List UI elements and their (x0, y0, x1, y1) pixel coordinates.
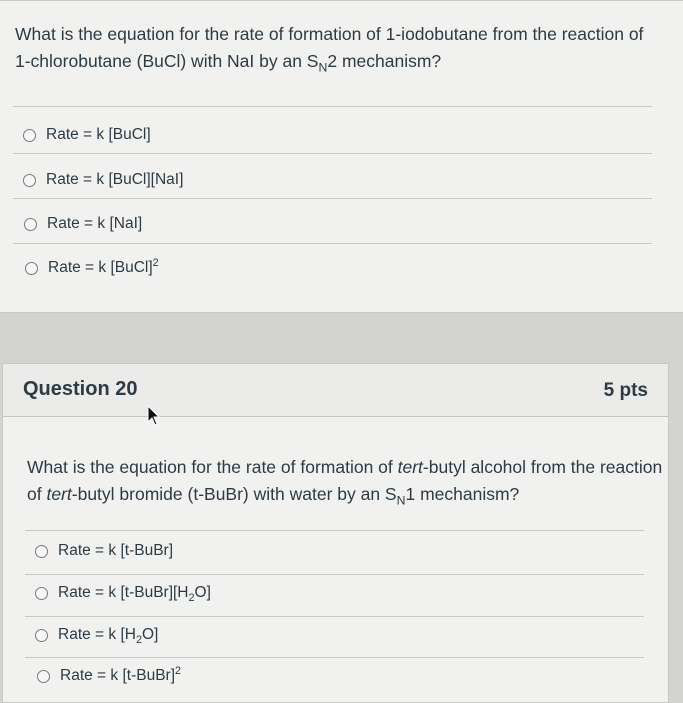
separator (25, 574, 644, 575)
answer-label: Rate = k $[t-BuBr][H_2O]$ (58, 584, 211, 605)
answer-label: Rate = k [BuCl]$^2$ (48, 256, 159, 276)
answer-option[interactable] (23, 171, 183, 189)
answer-label: Rate = k $[H_2O]$ (58, 626, 159, 647)
separator (25, 657, 644, 658)
separator (13, 106, 652, 107)
separator (25, 530, 644, 531)
answer-label: Rate = k [BuCl] (46, 126, 151, 143)
radio-button[interactable] (23, 174, 36, 187)
separator (25, 616, 644, 617)
answer-label: Rate = k [t-BuBr]$^2$ (60, 664, 182, 684)
question-20-text: What is the equation for the rate of formation of tert-butyl alcohol from the reaction of tert-butyl bromide (t-BuBr) with water by an $S_N1$ mechanism? (27, 457, 663, 508)
question-header (3, 364, 668, 417)
answer-option[interactable] (25, 256, 159, 277)
radio-button[interactable] (25, 262, 38, 275)
question-points: 5 pts (603, 380, 648, 401)
answer-option[interactable] (37, 664, 182, 685)
radio-button[interactable] (37, 670, 50, 683)
answer-option[interactable] (35, 584, 211, 605)
radio-button[interactable] (24, 218, 37, 231)
separator (13, 243, 652, 244)
question-19-text: What is the equation for the rate of formation of 1-iodobutane from the reaction of 1-chlorobutane (BuCl) with NaI by an $S_N2$ mechanism? (15, 24, 644, 75)
radio-button[interactable] (35, 587, 48, 600)
answer-option[interactable] (23, 126, 151, 144)
mouse-cursor-icon (147, 405, 161, 427)
question-19-card (0, 0, 683, 313)
answer-label: Rate = k [BuCl][NaI] (46, 171, 184, 188)
separator (13, 153, 652, 154)
answer-label: Rate = k [NaI] (47, 215, 143, 232)
radio-button[interactable] (35, 545, 48, 558)
question-title: Question 20 (23, 378, 138, 400)
radio-button[interactable] (23, 129, 36, 142)
answer-option[interactable] (24, 215, 142, 233)
separator (13, 198, 652, 199)
question-20-card (2, 363, 669, 703)
answer-option[interactable] (35, 626, 159, 647)
answer-label: Rate = k [t-BuBr] (58, 542, 174, 559)
radio-button[interactable] (35, 629, 48, 642)
answer-option[interactable] (35, 542, 173, 560)
